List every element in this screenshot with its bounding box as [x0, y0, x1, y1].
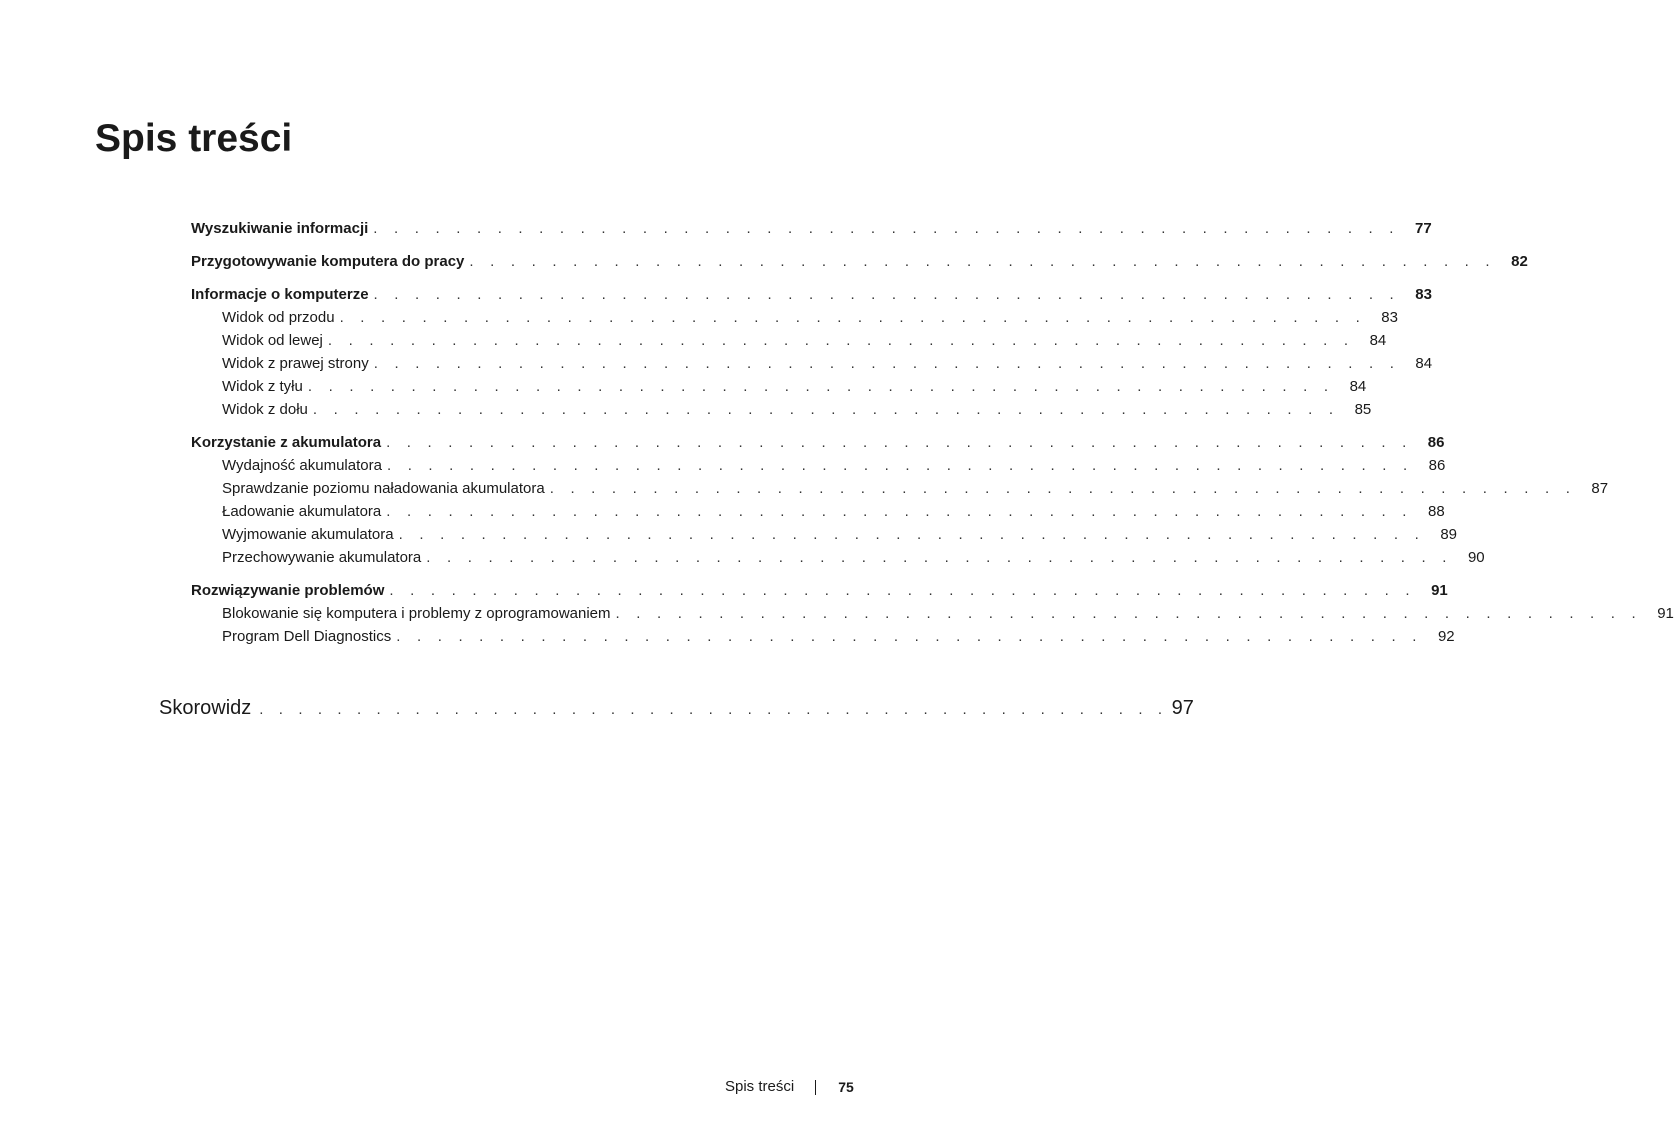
toc-chapter-entry[interactable] [191, 250, 1528, 273]
toc-chapter-entry-page-number: 77 [1414, 220, 1432, 237]
footer-page-number: 75 [838, 1079, 854, 1095]
toc-chapter-entry-page-number: 82 [1511, 253, 1528, 270]
toc-subentry[interactable] [191, 454, 1446, 477]
leader-dots: . . . . . . . . . . . . . . . . . . . . . . . . . . . . . . . . . . . . . . . . . . . . . . . . . . [307, 378, 1335, 395]
leader-dots: . . . . . . . . . . . . . . . . . . . . . . . . . . . . . . . . . . . . . . . . . . . . . . . . . . [373, 286, 1400, 303]
toc-subentry-page-number: 83 [1381, 309, 1398, 326]
leader-dots: . . . . . . . . . . . . . . . . . . . . . . . . . . . . . . . . . . . . . . . . . . . . . . . [259, 701, 1168, 718]
toc-subentry-label: Widok od przodu [222, 309, 335, 326]
toc-subentry[interactable] [191, 477, 1609, 500]
leader-dots: . . . . . . . . . . . . . . . . . . . . . . . . . . . . . . . . . . . . . . . . . . . . . . . . . . [426, 549, 1453, 566]
index-entry[interactable] [159, 694, 1194, 724]
page-title: Spis treści [95, 117, 293, 160]
toc-subentry-page-number: 84 [1349, 378, 1367, 395]
leader-dots: . . . . . . . . . . . . . . . . . . . . . . . . . . . . . . . . . . . . . . . . . . . . . . . . . . [396, 628, 1423, 645]
toc-chapter-entry[interactable] [191, 217, 1432, 240]
toc-subentry[interactable] [191, 523, 1457, 546]
toc-subentry[interactable] [191, 329, 1387, 352]
leader-dots: . . . . . . . . . . . . . . . . . . . . . . . . . . . . . . . . . . . . . . . . . . . . . . . . . . [469, 253, 1496, 270]
toc-subentry[interactable] [191, 546, 1485, 569]
toc-subentry-label: Wydajność akumulatora [222, 457, 382, 474]
toc-subentry-label: Widok z tyłu [222, 378, 303, 395]
page-footer [725, 1077, 854, 1097]
toc-subentry-page-number: 85 [1354, 401, 1372, 418]
toc-subentry-label: Wyjmowanie akumulatora [222, 526, 394, 543]
footer-separator [815, 1080, 816, 1095]
toc-subentry-page-number: 84 [1369, 332, 1387, 349]
toc-subentry[interactable] [191, 500, 1445, 523]
toc-subentry-label: Widok od lewej [222, 332, 323, 349]
toc-subentry-label: Przechowywanie akumulatora [222, 549, 422, 566]
leader-dots: . . . . . . . . . . . . . . . . . . . . . . . . . . . . . . . . . . . . . . . . . . . . . . . . . . [339, 309, 1366, 326]
toc-subentry[interactable] [191, 398, 1372, 421]
toc-subentry-page-number: 89 [1440, 526, 1457, 543]
leader-dots: . . . . . . . . . . . . . . . . . . . . . . . . . . . . . . . . . . . . . . . . . . . . . . . . . . [312, 401, 1340, 418]
toc-chapter-entry-page-number: 83 [1415, 286, 1432, 303]
toc-section [191, 283, 1433, 421]
toc-section [191, 431, 1609, 569]
toc-chapter-entry-label: Korzystanie z akumulatora [191, 434, 382, 451]
toc-subentry[interactable] [191, 625, 1455, 648]
toc-subentry-page-number: 90 [1467, 549, 1485, 566]
toc-subentry[interactable] [191, 602, 1674, 625]
toc-subentry[interactable] [191, 375, 1367, 398]
toc-subentry-label: Program Dell Diagnostics [222, 628, 392, 645]
leader-dots: . . . . . . . . . . . . . . . . . . . . . . . . . . . . . . . . . . . . . . . . . . . . . . . . . . [389, 582, 1416, 599]
toc-subentry-page-number: 87 [1591, 480, 1609, 497]
toc-subentry-page-number: 92 [1437, 628, 1455, 645]
toc-section [191, 217, 1432, 240]
toc-chapter-entry[interactable] [191, 579, 1448, 602]
leader-dots: . . . . . . . . . . . . . . . . . . . . . . . . . . . . . . . . . . . . . . . . . . . . . . . . . . [373, 355, 1401, 372]
leader-dots: . . . . . . . . . . . . . . . . . . . . . . . . . . . . . . . . . . . . . . . . . . . . . . . . . . [373, 220, 1400, 237]
toc-subentry-label: Blokowanie się komputera i problemy z oprogramowaniem [222, 605, 611, 622]
toc-subentry[interactable] [191, 306, 1398, 329]
toc-section [191, 250, 1528, 273]
index-label: Skorowidz [159, 697, 252, 719]
index-page-number: 97 [1171, 697, 1194, 719]
toc-chapter-entry[interactable] [191, 431, 1445, 454]
leader-dots: . . . . . . . . . . . . . . . . . . . . . . . . . . . . . . . . . . . . . . . . . . . . . . . . . . [615, 605, 1642, 622]
toc-subentry-page-number: 84 [1415, 355, 1433, 372]
leader-dots: . . . . . . . . . . . . . . . . . . . . . . . . . . . . . . . . . . . . . . . . . . . . . . . . . . [327, 332, 1355, 349]
leader-dots: . . . . . . . . . . . . . . . . . . . . . . . . . . . . . . . . . . . . . . . . . . . . . . . . . . [386, 457, 1414, 474]
toc-section [191, 579, 1674, 648]
toc-subentry-label: Widok z dołu [222, 401, 308, 418]
toc-subentry-page-number: 86 [1428, 457, 1446, 474]
leader-dots: . . . . . . . . . . . . . . . . . . . . . . . . . . . . . . . . . . . . . . . . . . . . . . . . . . [386, 434, 1413, 451]
toc-subentry-page-number: 88 [1427, 503, 1445, 520]
footer-section-title: Spis treści [725, 1078, 795, 1095]
toc-chapter-entry-page-number: 91 [1431, 582, 1448, 599]
toc-chapter-entry-label: Rozwiązywanie problemów [191, 582, 385, 599]
toc-chapter-entry[interactable] [191, 283, 1432, 306]
toc-chapter-entry-label: Informacje o komputerze [191, 286, 369, 303]
toc-subentry-label: Widok z prawej strony [222, 355, 369, 372]
leader-dots: . . . . . . . . . . . . . . . . . . . . . . . . . . . . . . . . . . . . . . . . . . . . . . . . . . [398, 526, 1425, 543]
table-of-contents [191, 217, 1674, 658]
toc-subentry-label: Ładowanie akumulatora [222, 503, 382, 520]
toc-chapter-entry-label: Wyszukiwanie informacji [191, 220, 369, 237]
toc-subentry-page-number: 91 [1657, 605, 1674, 622]
leader-dots: . . . . . . . . . . . . . . . . . . . . . . . . . . . . . . . . . . . . . . . . . . . . . . . . . . [549, 480, 1577, 497]
toc-chapter-entry-label: Przygotowywanie komputera do pracy [191, 253, 465, 270]
toc-subentry-label: Sprawdzanie poziomu naładowania akumulatora [222, 480, 545, 497]
leader-dots: . . . . . . . . . . . . . . . . . . . . . . . . . . . . . . . . . . . . . . . . . . . . . . . . . . [386, 503, 1413, 520]
toc-subentry[interactable] [191, 352, 1433, 375]
toc-chapter-entry-page-number: 86 [1427, 434, 1445, 451]
